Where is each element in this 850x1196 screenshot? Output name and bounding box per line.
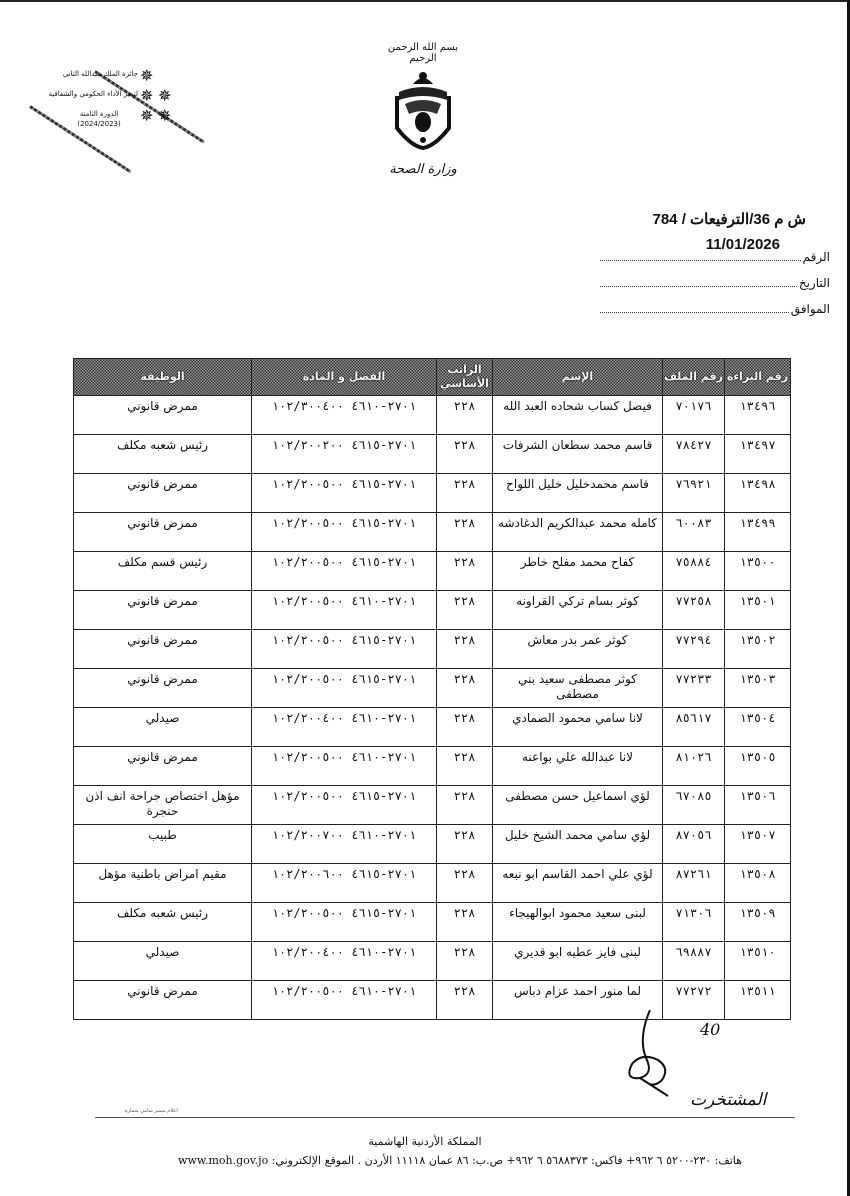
cell-chapter: ٢٧٠١-٤٦١٠ ١٠٢/٢٠٠٥٠٠ — [252, 981, 437, 1020]
cell-cert-no: ١٣٤٩٦ — [725, 396, 791, 435]
header-salary: الراتب الأساسي — [437, 359, 493, 396]
cell-cert-no: ١٣٥٠٠ — [725, 552, 791, 591]
cell-salary: ٢٢٨ — [437, 903, 493, 942]
cell-chapter: ٢٧٠١-٤٦١٥ ١٠٢/٢٠٠٦٠٠ — [252, 864, 437, 903]
cell-file-no: ٦٩٨٨٧ — [663, 942, 725, 981]
cell-salary: ٢٢٨ — [437, 513, 493, 552]
cell-job: ممرض قانوني — [74, 513, 252, 552]
table-row — [74, 630, 791, 669]
dotted-line — [600, 285, 797, 287]
cell-salary: ٢٢٨ — [437, 747, 493, 786]
cell-job: رئيس شعبه مكلف — [74, 903, 252, 942]
page-edge — [0, 0, 850, 2]
cell-salary: ٢٢٨ — [437, 396, 493, 435]
cell-salary: ٢٢٨ — [437, 864, 493, 903]
cell-chapter: ٢٧٠١-٤٦١٥ ١٠٢/٢٠٠٥٠٠ — [252, 903, 437, 942]
ministry-name: وزارة الصحة — [389, 162, 457, 177]
table-row — [74, 474, 791, 513]
dotted-line — [600, 259, 801, 261]
cell-job: مؤهل اختصاص جراحة انف اذن حنجرة — [74, 786, 252, 825]
cell-name: لؤي علي احمد القاسم ابو نبعه — [493, 864, 663, 903]
reference-number: ش م 36/الترفيعات / 784 — [652, 211, 806, 228]
cell-name: قاسم محمد سطعان الشرفات — [493, 435, 663, 474]
cell-job: ممرض قانوني — [74, 591, 252, 630]
table-row — [74, 396, 791, 435]
cell-file-no: ٨٧٠٥٦ — [663, 825, 725, 864]
table-row — [74, 591, 791, 630]
award-line: جائزة الملك عبدالله الثاني — [62, 70, 138, 78]
cell-cert-no: ١٣٥٠٧ — [725, 825, 791, 864]
star-icon: ✵ — [158, 106, 172, 125]
cell-job: ممرض قانوني — [74, 981, 252, 1020]
signature-mark: 40 — [700, 1020, 721, 1039]
table-row — [74, 942, 791, 981]
table-row — [74, 552, 791, 591]
award-line: الدورة الثامنة — [79, 110, 119, 118]
cell-job: ممرض قانوني — [74, 747, 252, 786]
footer-contact: هاتف: ٢٣٠-٥٢٠٠ ٦ ٩٦٢+ فاكس: ٥٦٨٨٣٧٣ ٦ ٩٦٢+ ص.ب: ٨٦ عمان ١١١١٨ الأردن . الموقع الإلكتروني: www.moh.gov.jo — [178, 1154, 742, 1167]
basmala: بسم الله الرحمن الرحيم — [387, 42, 459, 64]
cell-job: رئيس قسم مكلف — [74, 552, 252, 591]
cell-cert-no: ١٣٥٠١ — [725, 591, 791, 630]
cell-salary: ٢٢٨ — [437, 942, 493, 981]
cell-file-no: ٨٧٢٦١ — [663, 864, 725, 903]
cell-salary: ٢٢٨ — [437, 552, 493, 591]
table-row — [74, 825, 791, 864]
table-row — [74, 903, 791, 942]
cell-cert-no: ١٣٤٩٨ — [725, 474, 791, 513]
cell-cert-no: ١٣٥١٠ — [725, 942, 791, 981]
cell-job: مقيم امراض باطنية مؤهل — [74, 864, 252, 903]
cell-name: فيصل كساب شحاده العبد الله — [493, 396, 663, 435]
cell-cert-no: ١٣٥٠٥ — [725, 747, 791, 786]
table-header-row — [74, 359, 791, 396]
cell-cert-no: ١٣٤٩٧ — [725, 435, 791, 474]
header-job: الوظيفة — [74, 359, 252, 396]
cell-chapter: ٢٧٠١-٤٦١٥ ١٠٢/٢٠٠٥٠٠ — [252, 552, 437, 591]
cell-name: لبنى سعيد محمود ابوالهيجاء — [493, 903, 663, 942]
cell-cert-no: ١٣٥١١ — [725, 981, 791, 1020]
cell-name: لما منور احمد عزام دباس — [493, 981, 663, 1020]
cell-file-no: ٧٦٩٢١ — [663, 474, 725, 513]
cell-file-no: ٧٨٤٢٧ — [663, 435, 725, 474]
cell-cert-no: ١٣٥٠٦ — [725, 786, 791, 825]
date-field — [600, 276, 830, 290]
signature — [610, 1008, 690, 1098]
cell-cert-no: ١٣٥٠٨ — [725, 864, 791, 903]
cell-name: كامله محمد عبدالكريم الدغادشه — [493, 513, 663, 552]
cell-chapter: ٢٧٠١-٤٦١٥ ١٠٢/٢٠٠٢٠٠ — [252, 435, 437, 474]
cell-file-no: ٧٠١٧٦ — [663, 396, 725, 435]
cell-name: كوثر بسام تركي القراونه — [493, 591, 663, 630]
number-field — [600, 250, 830, 264]
header-file-no: رقم الملف — [663, 359, 725, 396]
cell-cert-no: ١٣٥٠٣ — [725, 669, 791, 708]
header-cert-no: رقم البراءة — [725, 359, 791, 396]
cell-salary: ٢٢٨ — [437, 435, 493, 474]
cell-name: كفاح محمد مفلح خاطر — [493, 552, 663, 591]
cell-salary: ٢٢٨ — [437, 474, 493, 513]
footer-divider — [95, 1117, 795, 1118]
cell-chapter: ٢٧٠١-٤٦١٠ ١٠٢/٢٠٠٥٠٠ — [252, 747, 437, 786]
header-name: الإسم — [493, 359, 663, 396]
coat-of-arms-icon — [391, 70, 455, 150]
cell-file-no: ٧٧٢٥٨ — [663, 591, 725, 630]
cell-job: صيدلي — [74, 942, 252, 981]
cell-chapter: ٢٧٠١-٤٦١٠ ١٠٢/٢٠٠٤٠٠ — [252, 708, 437, 747]
cell-chapter: ٢٧٠١-٤٦١٥ ١٠٢/٢٠٠٥٠٠ — [252, 513, 437, 552]
promotions-table — [73, 358, 791, 1020]
cell-salary: ٢٢٨ — [437, 591, 493, 630]
signature-label: المشتخرت — [690, 1090, 767, 1110]
cell-name: كوثر مصطفى سعيد بني مصطفى — [493, 669, 663, 708]
footer-kingdom: المملكة الأردنية الهاشمية — [368, 1135, 482, 1148]
dotted-line — [600, 311, 789, 313]
table-row — [74, 513, 791, 552]
table-row — [74, 435, 791, 474]
star-icon: ✵ — [158, 86, 172, 105]
star-icon: ✵ — [140, 106, 154, 125]
cell-salary: ٢٢٨ — [437, 630, 493, 669]
cell-file-no: ٧٧٢٩٤ — [663, 630, 725, 669]
cell-cert-no: ١٣٥٠٩ — [725, 903, 791, 942]
letterhead — [378, 40, 468, 190]
cell-salary: ٢٢٨ — [437, 786, 493, 825]
cell-chapter: ٢٧٠١-٤٦١٥ ١٠٢/٢٠٠٥٠٠ — [252, 786, 437, 825]
cell-chapter: ٢٧٠١-٤٦١٥ ١٠٢/٢٠٠٥٠٠ — [252, 630, 437, 669]
cell-chapter: ٢٧٠١-٤٦١٠ ١٠٢/٢٠٠٤٠٠ — [252, 942, 437, 981]
cell-salary: ٢٢٨ — [437, 981, 493, 1020]
cell-chapter: ٢٧٠١-٤٦١٠ ١٠٢/٢٠٠٥٠٠ — [252, 591, 437, 630]
number-label: الرقم — [802, 250, 830, 264]
cell-job: ممرض قانوني — [74, 669, 252, 708]
date-label: التاريخ — [798, 276, 830, 290]
cell-file-no: ٧٧٢٣٣ — [663, 669, 725, 708]
cell-file-no: ٧٥٨٨٤ — [663, 552, 725, 591]
cell-chapter: ٢٧٠١-٤٦١٥ ١٠٢/٢٠٠٥٠٠ — [252, 669, 437, 708]
cell-salary: ٢٢٨ — [437, 825, 493, 864]
cell-name: لانا سامي محمود الصمادي — [493, 708, 663, 747]
cell-name: قاسم محمدخليل خليل اللواح — [493, 474, 663, 513]
cell-file-no: ٦٠٠٨٣ — [663, 513, 725, 552]
cell-file-no: ٧١٣٠٦ — [663, 903, 725, 942]
award-line: لتميز الأداء الحكومي والشفافية — [48, 90, 138, 98]
cell-chapter: ٢٧٠١-٤٦١٥ ١٠٢/٢٠٠٥٠٠ — [252, 474, 437, 513]
cell-name: كوثر عمر بدر معاش — [493, 630, 663, 669]
cell-name: لؤي اسماعيل حسن مصطفى — [493, 786, 663, 825]
cell-job: ممرض قانوني — [74, 630, 252, 669]
cell-job: صيدلي — [74, 708, 252, 747]
cell-job: ممرض قانوني — [74, 396, 252, 435]
cell-chapter: ٢٧٠١-٤٦١٠ ١٠٢/٣٠٠٤٠٠ — [252, 396, 437, 435]
cell-file-no: ٨١٠٢٦ — [663, 747, 725, 786]
footer-tiny-text: اعلام سمير سامي سمارة — [125, 1108, 178, 1114]
cell-salary: ٢٢٨ — [437, 708, 493, 747]
table-row — [74, 747, 791, 786]
cell-cert-no: ١٣٥٠٢ — [725, 630, 791, 669]
cell-job: ممرض قانوني — [74, 474, 252, 513]
reference-date: 11/01/2026 — [705, 236, 780, 253]
star-icon: ✵ — [140, 66, 154, 85]
header-chapter: الفصل و المادة — [252, 359, 437, 396]
cell-file-no: ٨٥٦١٧ — [663, 708, 725, 747]
cell-job: رئيس شعبه مكلف — [74, 435, 252, 474]
cell-cert-no: ١٣٤٩٩ — [725, 513, 791, 552]
cell-name: لؤي سامي محمد الشيخ خليل — [493, 825, 663, 864]
cell-chapter: ٢٧٠١-٤٦١٠ ١٠٢/٢٠٠٧٠٠ — [252, 825, 437, 864]
cell-cert-no: ١٣٥٠٤ — [725, 708, 791, 747]
table-row — [74, 864, 791, 903]
cell-file-no: ٧٧٢٧٢ — [663, 981, 725, 1020]
award-line: (2024/2023) — [77, 120, 121, 128]
corresponding-label: الموافق — [790, 302, 830, 316]
award-stamp — [30, 30, 170, 160]
cell-salary: ٢٢٨ — [437, 669, 493, 708]
cell-name: لبنى فايز عطيه ابو قديري — [493, 942, 663, 981]
table-row — [74, 669, 791, 708]
cell-name: لانا عبدالله علي بواعنه — [493, 747, 663, 786]
table-row — [74, 786, 791, 825]
cell-job: طبيب — [74, 825, 252, 864]
table-row — [74, 708, 791, 747]
star-icon: ✵ — [140, 86, 154, 105]
cell-file-no: ٦٧٠٨٥ — [663, 786, 725, 825]
corresponding-field — [600, 302, 830, 316]
